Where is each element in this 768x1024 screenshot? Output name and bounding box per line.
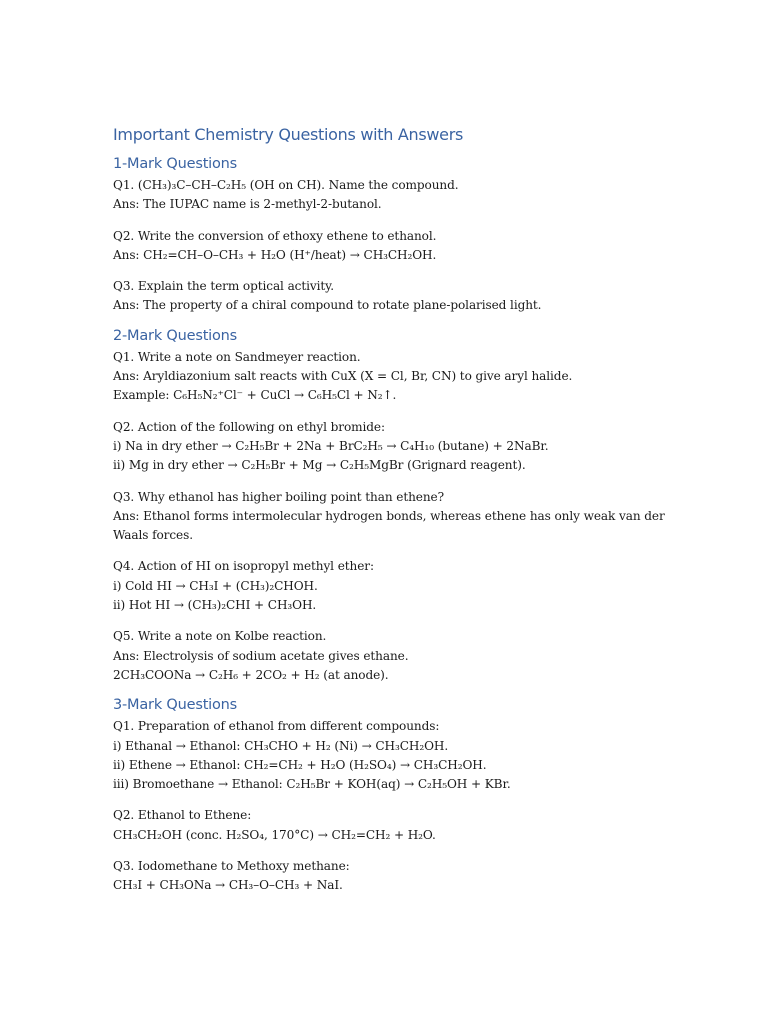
- question-text: Q2. Action of the following on ethyl bromide:: [113, 419, 385, 434]
- section-heading: 2-Mark Questions: [113, 327, 238, 344]
- question-block: [113, 348, 708, 406]
- question-block: [113, 176, 708, 215]
- section: [113, 328, 708, 685]
- question-text: Q3. Why ethanol has higher boiling point than ethene?: [113, 489, 444, 504]
- answer-text: Ans: The IUPAC name is 2-methyl-2-butanol.: [113, 197, 382, 212]
- question-block: [113, 418, 708, 476]
- answer-text: Ans: The property of a chiral compound to rotate plane-polarised light.: [113, 298, 542, 313]
- question-text: Q3. Explain the term optical activity.: [113, 279, 335, 294]
- section-heading: 3-Mark Questions: [113, 697, 238, 714]
- answer-text: Ans: Electrolysis of sodium acetate gives ethane.: [113, 648, 409, 663]
- question-text: Q2. Write the conversion of ethoxy ethene to ethanol.: [113, 228, 437, 243]
- answer-text: i) Na in dry ether → C₂H₅Br + 2Na + BrC₂H₅ → C₄H₁₀ (butane) + 2NaBr.: [113, 438, 549, 453]
- answer-text: CH₃CH₂OH (conc. H₂SO₄, 170°C) → CH₂=CH₂ + H₂O.: [113, 827, 436, 842]
- answer-text: Ans: CH₂=CH–O–CH₃ + H₂O (H⁺/heat) → CH₃CH₂OH.: [113, 247, 437, 262]
- section: [113, 697, 708, 895]
- sections-container: [113, 156, 708, 896]
- question-block: [113, 227, 708, 266]
- answer-text: CH₃I + CH₃ONa → CH₃–O–CH₃ + NaI.: [113, 878, 343, 893]
- answer-text: iii) Bromoethane → Ethanol: C₂H₅Br + KOH(aq) → C₂H₅OH + KBr.: [113, 777, 511, 792]
- answer-text: ii) Mg in dry ether → C₂H₅Br + Mg → C₂H₅MgBr (Grignard reagent).: [113, 458, 526, 473]
- answer-text: Example: C₆H₅N₂⁺Cl⁻ + CuCl → C₆H₅Cl + N₂↑.: [113, 388, 397, 403]
- question-block: [113, 557, 708, 615]
- answer-text: ii) Ethene → Ethanol: CH₂=CH₂ + H₂O (H₂SO₄) → CH₃CH₂OH.: [113, 757, 487, 772]
- answer-text: ii) Hot HI → (CH₃)₂CHI + CH₃OH.: [113, 598, 317, 613]
- question-block: [113, 277, 708, 316]
- question-text: Q1. (CH₃)₃C–CH–C₂H₅ (OH on CH). Name the compound.: [113, 178, 459, 192]
- question-block: [113, 627, 708, 685]
- question-text: Q3. Iodomethane to Methoxy methane:: [113, 859, 350, 874]
- question-block: [113, 857, 708, 896]
- section-heading: 1-Mark Questions: [113, 156, 238, 172]
- answer-text: Ans: Ethanol forms intermolecular hydrogen bonds, whereas ethene has only weak van der Waals forces.: [113, 508, 665, 543]
- question-text: Q2. Ethanol to Ethene:: [113, 808, 252, 823]
- question-block: [113, 806, 708, 845]
- section: [113, 156, 708, 316]
- question-block: [113, 717, 708, 794]
- answer-text: i) Ethanal → Ethanol: CH₃CHO + H₂ (Ni) → CH₃CH₂OH.: [113, 738, 449, 753]
- answer-text: i) Cold HI → CH₃I + (CH₃)₂CHOH.: [113, 578, 318, 593]
- answer-text: 2CH₃COONa → C₂H₆ + 2CO₂ + H₂ (at anode).: [113, 667, 389, 682]
- question-block: [113, 488, 708, 546]
- question-text: Q4. Action of HI on isopropyl methyl ether:: [113, 559, 374, 574]
- question-text: Q1. Preparation of ethanol from different compounds:: [113, 719, 440, 734]
- question-text: Q1. Write a note on Sandmeyer reaction.: [113, 349, 361, 364]
- document-title: Important Chemistry Questions with Answers: [113, 125, 464, 144]
- question-text: Q5. Write a note on Kolbe reaction.: [113, 629, 327, 644]
- answer-text: Ans: Aryldiazonium salt reacts with CuX (X = Cl, Br, CN) to give aryl halide.: [113, 369, 573, 384]
